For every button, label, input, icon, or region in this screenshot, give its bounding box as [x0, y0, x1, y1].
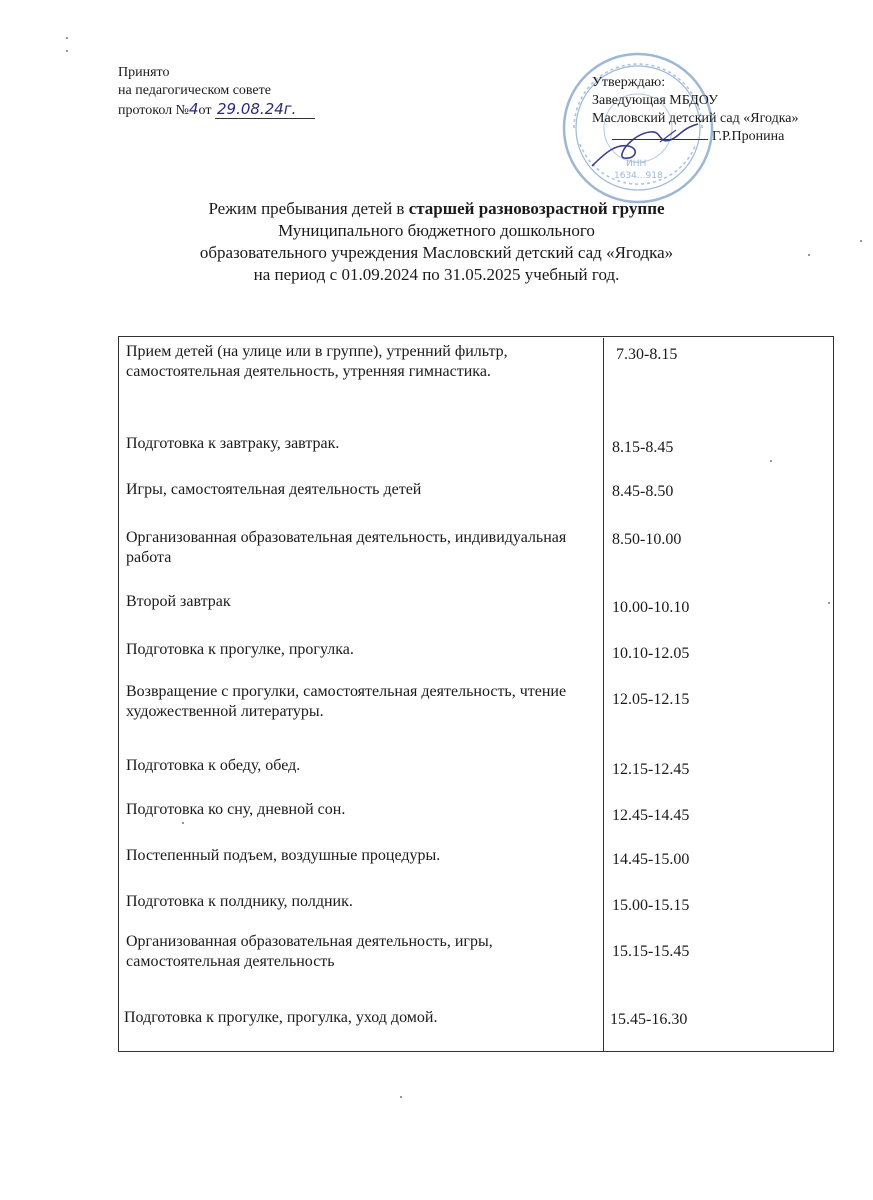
- time-cell: 10.00-10.10: [612, 599, 690, 616]
- time-cell: 12.15-12.45: [612, 761, 690, 778]
- time-cell: 10.10-12.05: [612, 645, 690, 662]
- title-prefix: Режим пребывания детей в: [208, 199, 409, 218]
- accepted-block: [118, 64, 315, 120]
- time-cell: 8.15-8.45: [612, 439, 674, 456]
- activity-cell: Подготовка к полднику, полдник.: [126, 893, 353, 910]
- activity-cell: Подготовка ко сну, дневной сон.: [126, 801, 346, 818]
- protocol-line: [118, 100, 315, 120]
- activity-cell: Организованная образовательная деятельность, индивидуальная работа: [126, 529, 567, 566]
- approve-block: [592, 74, 799, 146]
- column-divider: [603, 338, 604, 1052]
- seal-number-text: 1634...918: [614, 171, 663, 181]
- activity-cell: Подготовка к обеду, обед.: [126, 757, 301, 774]
- activity-cell: Возвращение с прогулки, самостоятельная деятельность, чтение художественной литературы.: [126, 683, 567, 720]
- activity-cell: Игры, самостоятельная деятельность детей: [126, 481, 422, 498]
- accepted-label: Принято: [118, 65, 170, 80]
- institution-name: Масловский детский сад «Ягодка»: [592, 111, 799, 126]
- head-title: Заведующая МБДОУ: [592, 93, 719, 108]
- activity-cell: Подготовка к завтраку, завтрак.: [126, 435, 340, 452]
- time-cell: 15.00-15.15: [612, 897, 690, 914]
- from-label: от: [198, 103, 212, 118]
- approve-label: Утверждаю:: [592, 75, 666, 90]
- signatory-name: Г.Р.Пронина: [712, 129, 785, 144]
- time-cell: 12.05-12.15: [612, 691, 690, 708]
- scan-speck: [808, 254, 810, 256]
- title-line-1: [0, 198, 873, 220]
- time-cell: 15.45-16.30: [610, 1011, 688, 1028]
- activity-cell: Прием детей (на улице или в группе), утренний фильтр, самостоятельная деятельность, утренняя гимнастика.: [126, 343, 508, 380]
- title-line-3: образовательного учреждения Масловский детский сад «Ягодка»: [199, 243, 674, 262]
- scan-speck: [66, 37, 68, 39]
- title-line-2: Муниципального бюджетного дошкольного: [278, 221, 595, 240]
- activity-cell: Подготовка к прогулке, прогулка.: [126, 641, 354, 658]
- scan-speck: [860, 240, 862, 242]
- activity-cell: Постепенный подъем, воздушные процедуры.: [126, 847, 441, 864]
- signature-line: [612, 139, 708, 140]
- title-line-4: на период с 01.09.2024 по 31.05.2025 учебный год.: [253, 265, 620, 284]
- scan-speck: [400, 1096, 402, 1098]
- scan-speck: [66, 50, 68, 52]
- time-cell: 8.45-8.50: [612, 483, 674, 500]
- document-title: [0, 198, 873, 286]
- scan-speck: [770, 460, 772, 462]
- protocol-date: 29.08.24г.: [215, 100, 315, 119]
- protocol-label: протокол №: [118, 103, 189, 118]
- time-cell: 8.50-10.00: [612, 531, 682, 548]
- scan-speck: [828, 602, 830, 604]
- time-cell: 12.45-14.45: [612, 807, 690, 824]
- activity-cell: Организованная образовательная деятельность, игры, самостоятельная деятельность: [126, 933, 493, 970]
- time-cell: 7.30-8.15: [616, 346, 678, 363]
- protocol-number: 4: [189, 100, 199, 118]
- time-cell: 14.45-15.00: [612, 851, 690, 868]
- signatory-line: [592, 128, 799, 146]
- council-label: на педагогическом совете: [118, 83, 271, 98]
- group-name: старшей разновозрастной группе: [408, 199, 665, 218]
- seal-inn-text: ИНН: [626, 159, 647, 169]
- activity-cell: Второй завтрак: [126, 593, 231, 610]
- time-cell: 15.15-15.45: [612, 943, 690, 960]
- activity-cell: Подготовка к прогулке, прогулка, уход домой.: [124, 1009, 438, 1026]
- scan-speck: [182, 822, 184, 824]
